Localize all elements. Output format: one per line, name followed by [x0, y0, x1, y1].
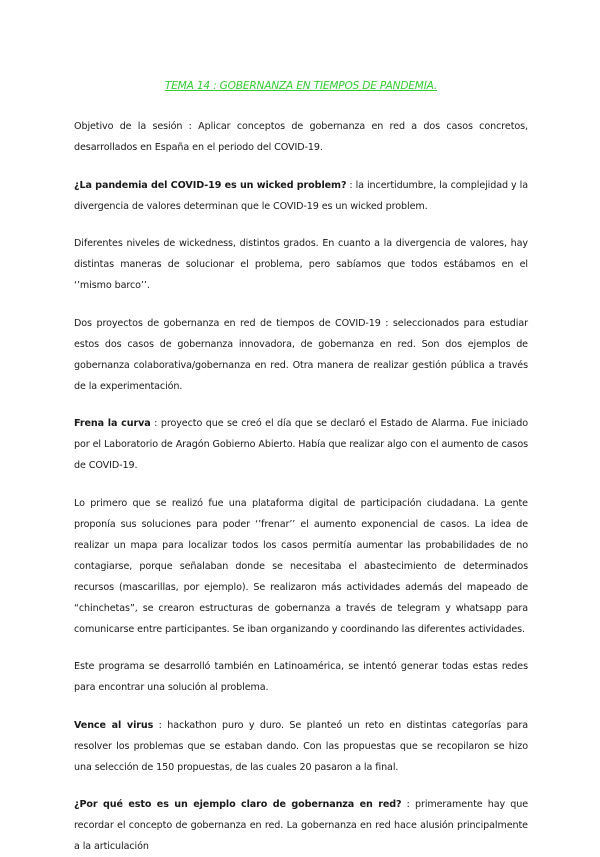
paragraph-objective [74, 116, 528, 158]
paragraph-vence-al-virus [74, 715, 528, 778]
paragraph-wickedness-levels [74, 233, 528, 296]
paragraph-text: : hackathon puro y duro. Se planteó un reto en distintas categorías para resolver los problemas que se estaban dando. Con las propuestas que se recopilaron se hizo una selección de 150 propuestas, de las cuales 20 pasaron a la final. [74, 719, 528, 773]
paragraph-text: : la incertidumbre, la complejidad y la divergencia de valores determinan que le COVID-19 es un wicked problem. [74, 179, 528, 212]
paragraph-text: Diferentes niveles de wickedness, distintos grados. En cuanto a la divergencia de valores, hay distintas maneras de solucionar el problema, pero sabíamos que todos estábamos en el ‘’mismo barco’’. [74, 238, 528, 291]
paragraph-text: Dos proyectos de gobernanza en red de tiempos de COVID-19 : seleccionados para estudiar estos dos casos de gobernanza innovadora, de gobernanza en red. Son dos ejemplos de gobernanza colaborativa/gobernanza en red. Otra manera de realizar gestión pública a través de la experimentación. [74, 317, 528, 392]
paragraph-lead: ¿La pandemia del COVID-19 es un wicked problem? [74, 179, 347, 191]
paragraph-lead: Frena la curva [74, 418, 151, 429]
paragraph-latinoamerica [74, 656, 528, 698]
paragraph-two-projects [74, 313, 528, 397]
paragraph-frena-la-curva [74, 413, 528, 476]
paragraph-lead: ¿Por qué esto es un ejemplo claro de gobernanza en red? [74, 799, 402, 810]
paragraph-lead: Vence al virus [74, 719, 154, 731]
paragraph-text: Objetivo de la sesión : Aplicar conceptos de gobernanza en red a dos casos concretos, desarrollados en España en el periodo del COVID-19. [74, 121, 528, 153]
document-title: TEMA 14 : GOBERNANZA EN TIEMPOS DE PANDEMIA. [164, 80, 438, 92]
paragraph-wicked-problem [74, 175, 528, 217]
paragraph-text: Lo primero que se realizó fue una plataforma digital de participación ciudadana. La gente proponía sus soluciones para poder ‘’frenar’’ el aumento exponencial de casos. La idea de realizar un mapa para localizar todos los casos permitía aumentar las probabilidades de no contagiarse, porque señalaban donde se necesitaba el abastecimiento de determinados recursos (mascarillas, por ejemplo). Se realizaron más actividades además del mapeado de “chinchetas”, se crearon estructuras de gobernanza a través de telegram y whatsapp para comunicarse entre participantes. Se iban organizando y coordinando las diferentes actividades. [74, 497, 528, 635]
paragraph-platform [74, 493, 528, 640]
paragraph-text: Este programa se desarrolló también en Latinoamérica, se intentó generar todas estas redes para encontrar una solución al problema. [74, 661, 528, 693]
paragraph-text: : primeramente hay que recordar el concepto de gobernanza en red. La gobernanza en red hace alusión principalmente a la articulación [74, 799, 529, 852]
paragraph-text: : proyecto que se creó el día que se declaró el Estado de Alarma. Fue iniciado por el Laboratorio de Aragón Gobierno Abierto. Había que realizar algo con el aumento de casos de COVID-19. [74, 418, 528, 471]
